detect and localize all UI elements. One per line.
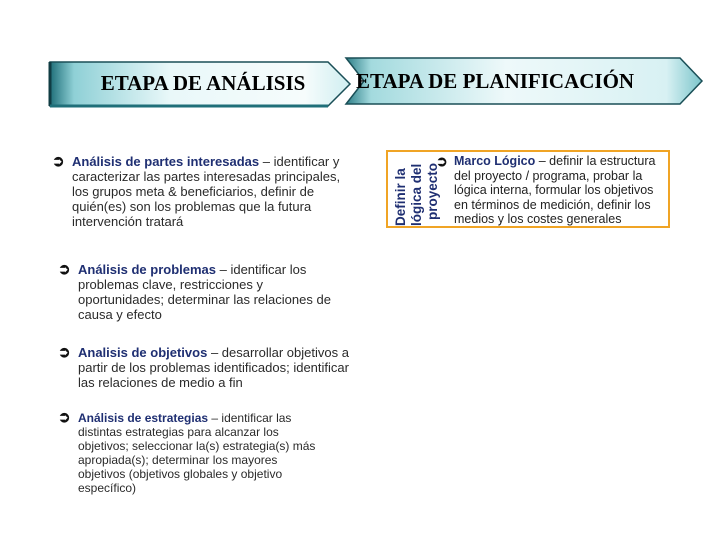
logical-framework-box	[386, 150, 670, 228]
vertical-label-line: Definir la	[393, 168, 408, 226]
arrow-bullet-icon: ➲	[58, 344, 71, 361]
analysis-item-strategies	[58, 411, 328, 495]
item-description: – identificar los problemas clave, restricciones y oportunidades; determinar las relaciones de causa y efecto	[78, 262, 331, 322]
item-description: – identificar y caracterizar las partes interesadas principales, los grupos meta & beneficiarios, definir de quién(es) son los problemas que la futura intervención tratará	[72, 154, 341, 229]
item-heading: Marco Lógico	[454, 154, 536, 168]
item-heading: Analisis de objetivos	[78, 345, 208, 360]
item-description: – identificar las distintas estrategias para alcanzar los objetivos; seleccionar la(s) estrategia(s) más apropiada(s); determinar los mayores objetivos (objetivos globales y objetivo específico)	[78, 411, 316, 495]
planning-stage-title: ETAPA DE PLANIFICACIÓN	[356, 69, 635, 93]
arrow-bullet-icon: ➲	[436, 153, 448, 169]
analysis-item-problems	[58, 262, 338, 322]
item-heading: Análisis de partes interesadas	[72, 154, 260, 169]
item-heading: Análisis de estrategias	[78, 411, 209, 425]
item-description: – definir la estructura del proyecto / programa, probar la lógica interna, formular los objetivos en términos de medición, definir los medios y los costes generales	[454, 154, 656, 226]
planning-item-logframe	[436, 154, 664, 227]
vertical-label-line: proyecto	[425, 162, 440, 220]
arrow-bullet-icon: ➲	[58, 409, 71, 426]
define-logic-vertical-label	[390, 154, 442, 226]
analysis-item-objectives	[58, 345, 358, 390]
item-description: – desarrollar objetivos a partir de los problemas identificados; identificar las relaciones de medio a fin	[78, 345, 349, 390]
arrow-bullet-icon: ➲	[58, 261, 71, 278]
analysis-item-stakeholders	[52, 154, 352, 229]
item-heading: Análisis de problemas	[78, 262, 216, 277]
analysis-stage-title: ETAPA DE ANÁLISIS	[100, 71, 306, 95]
vertical-label-line: lógica del	[409, 163, 424, 226]
arrow-bullet-icon: ➲	[52, 153, 65, 170]
